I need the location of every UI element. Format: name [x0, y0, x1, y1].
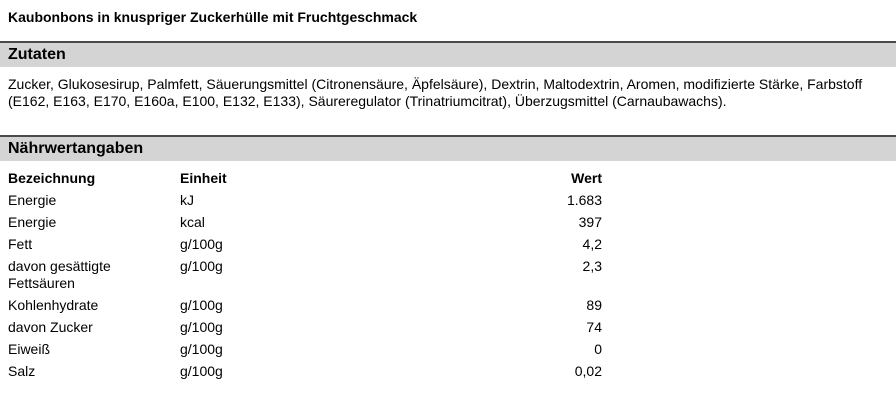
- row-value: 2,3: [582, 258, 602, 274]
- row-value: 0: [594, 341, 602, 357]
- row-value: 89: [586, 297, 602, 313]
- table-row: [0, 297, 602, 319]
- product-title: Kaubonbons in knuspriger Zuckerhülle mit Fruchtgeschmack: [8, 9, 418, 25]
- nutrition-table: [0, 170, 602, 385]
- row-unit: g/100g: [180, 363, 223, 379]
- row-value: 0,02: [574, 363, 602, 379]
- row-unit: kJ: [180, 192, 194, 208]
- row-value: 74: [586, 319, 602, 335]
- table-row: [0, 341, 602, 363]
- row-name: Salz: [8, 363, 36, 379]
- table-row: [0, 319, 602, 341]
- ingredients-heading: Zutaten: [0, 41, 896, 67]
- table-row: [0, 258, 602, 297]
- column-header-unit: Einheit: [180, 170, 227, 186]
- row-unit: g/100g: [180, 319, 223, 335]
- row-name: Energie: [8, 214, 57, 230]
- row-unit: g/100g: [180, 258, 223, 274]
- row-name: davon Zucker: [8, 319, 93, 335]
- table-row: [0, 363, 602, 385]
- row-name: Fett: [8, 236, 33, 252]
- row-name: Kohlenhydrate: [8, 297, 99, 313]
- table-row: [0, 236, 602, 258]
- row-unit: g/100g: [180, 341, 223, 357]
- ingredients-text: Zucker, Glukosesirup, Palmfett, Säuerungsmittel (Citronensäure, Äpfelsäure), Dextrin, Maltodextrin, Aromen, modifizierte Stärke, Farbstoff (E162, E163, E170, E160a, E100, E132, E133), Säureregulator (Trinatriumcitrat), Überzugsmittel (Carnaubawachs).: [8, 76, 863, 109]
- nutrition-heading: Nährwertangaben: [0, 135, 896, 161]
- table-row: [0, 214, 602, 236]
- row-value: 4,2: [582, 236, 602, 252]
- table-row: [0, 192, 602, 214]
- row-value: 397: [578, 214, 602, 230]
- row-name: Energie: [8, 192, 57, 208]
- row-value: 1.683: [566, 192, 602, 208]
- row-name: Eiweiß: [8, 341, 51, 357]
- row-unit: g/100g: [180, 297, 223, 313]
- column-header-name: Bezeichnung: [8, 170, 96, 186]
- table-header-row: [0, 170, 602, 192]
- row-unit: g/100g: [180, 236, 223, 252]
- row-name: davon gesättigte Fettsäuren: [8, 258, 111, 291]
- column-header-value: Wert: [571, 170, 602, 186]
- row-unit: kcal: [180, 214, 205, 230]
